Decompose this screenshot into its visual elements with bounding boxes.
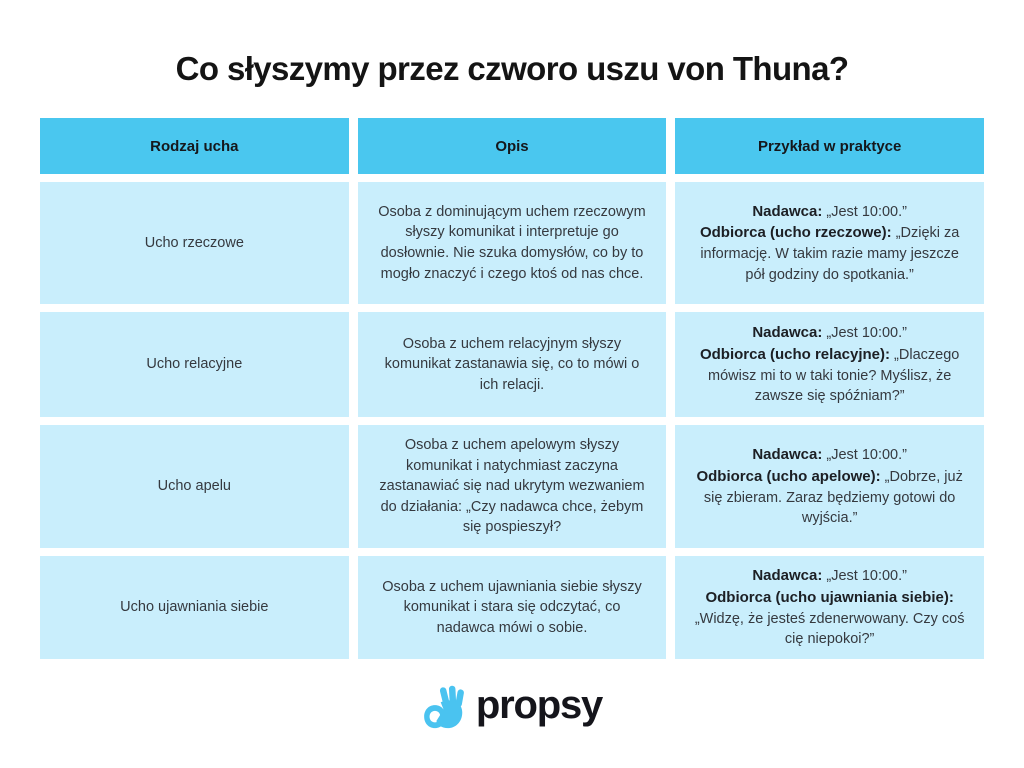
ok-hand-icon [422, 685, 468, 731]
example-cell [675, 312, 984, 417]
sender-label: Nadawca: [752, 202, 823, 220]
description-cell [358, 312, 667, 417]
logo-wordmark: propsy [475, 683, 603, 727]
ear-type-label: Ucho relacyjne [146, 356, 243, 373]
description-text: Osoba z uchem apelowym słyszy komunikat i natychmiast zaczyna zastanawiać się nad ukrytym wezwaniem do działania: „Czy nadawca chce, żebym się pospieszył? [379, 437, 645, 536]
ear-type-cell [40, 182, 349, 304]
example-text [691, 201, 968, 285]
sender-quote: „Jest 10:00.” [826, 447, 907, 464]
receiver-quote: „Dzięki za informację. W takim razie mamy jeszcze pół godziny do spotkania.” [700, 225, 960, 283]
example-cell [675, 182, 984, 304]
receiver-label: Odbiorca (ucho rzeczowe): [699, 224, 892, 242]
example-cell [675, 425, 984, 548]
example-cell [675, 556, 984, 659]
example-text [691, 565, 968, 649]
sender-label: Nadawca: [752, 324, 823, 342]
footer-logo [0, 685, 1024, 731]
sender-label: Nadawca: [752, 446, 823, 464]
receiver-label: Odbiorca (ucho relacyjne): [699, 345, 891, 363]
receiver-label: Odbiorca (ucho ujawniania siebie): [705, 588, 954, 606]
example-text [691, 444, 968, 528]
sender-label: Nadawca: [752, 567, 823, 585]
ear-type-cell [40, 556, 349, 659]
sender-quote: „Jest 10:00.” [826, 568, 907, 585]
description-text: Osoba z uchem ujawniania siebie słyszy komunikat i stara się odczytać, co nadawca mówi o sobie. [382, 578, 642, 636]
example-text [691, 322, 968, 406]
page-title: Co słyszymy przez czworo uszu von Thuna? [175, 50, 849, 87]
ear-type-label: Ucho rzeczowe [144, 234, 244, 251]
receiver-quote: „Dlaczego mówisz mi to w taki tonie? Myślisz, że zawsze się spóźniam?” [707, 346, 960, 405]
receiver-quote: „Dobrze, już się zbieram. Zaraz będziemy gotowi do wyjścia.” [703, 468, 963, 527]
description-text: Osoba z dominującym uchem rzeczowym słyszy komunikat i interpretuje go dosłownie. Nie szuka domysłów, co by to mogło znaczyć i czego ktoś od nas chce. [378, 203, 646, 282]
ear-type-label: Ucho ujawniania siebie [120, 599, 269, 616]
sender-quote: „Jest 10:00.” [826, 203, 907, 220]
header-cell-example: Przykład w praktyce [675, 118, 984, 174]
sender-quote: „Jest 10:00.” [826, 325, 907, 342]
ear-type-cell [40, 312, 349, 417]
ear-type-label: Ucho apelu [157, 478, 231, 495]
four-ears-table [40, 118, 984, 659]
header-cell-ear-type: Rodzaj ucha [40, 118, 349, 174]
receiver-quote: „Widzę, że jesteś zdenerwowany. Czy coś cię niepokoi?” [694, 610, 965, 648]
description-cell [358, 556, 667, 659]
description-text: Osoba z uchem relacyjnym słyszy komunikat zastanawia się, co to mówi o ich relacji. [384, 335, 640, 393]
description-cell [358, 425, 667, 548]
ear-type-cell [40, 425, 349, 548]
header-cell-description: Opis [358, 118, 667, 174]
description-cell [358, 182, 667, 304]
receiver-label: Odbiorca (ucho apelowe): [696, 467, 881, 485]
